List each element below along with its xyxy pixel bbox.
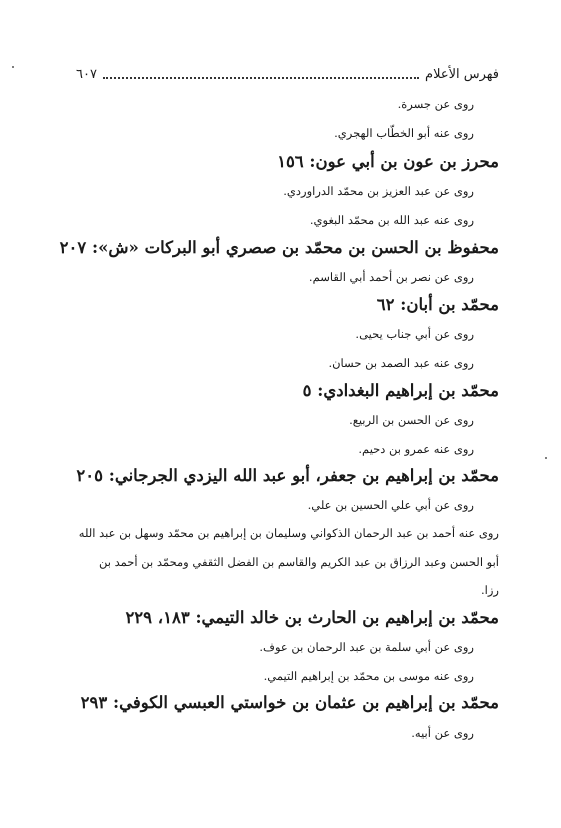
name-entry: محرز بن عون بن أبي عون: ١٥٦: [277, 152, 499, 171]
narration-line: روى عن الحسن بن الربيع.: [349, 413, 474, 427]
running-title: فهرس الأعلام: [425, 66, 499, 82]
name-entry: محمّد بن إبراهيم بن جعفر، أبو عبد الله اليزدي الجرجاني: ٢٠٥: [76, 466, 499, 485]
scan-speck: [545, 457, 547, 459]
narration-line: روى عن عبد العزيز بن محمّد الدراوردي.: [283, 184, 474, 198]
narration-line: روى عن أبي جناب يحيى.: [355, 327, 474, 341]
narration-line: أبو الحسن وعبد الرزاق بن عبد الكريم والقاسم بن الفضل الثقفي ومحمّد بن أحمد بن: [99, 555, 499, 569]
narration-line: روى عنه عبد الله بن محمّد البغوي.: [309, 213, 474, 227]
name-entry: محمّد بن إبراهيم بن عثمان بن خواستي العبسي الكوفي: ٢٩٣: [80, 693, 499, 712]
narration-line: روى عنه موسى بن محمّد بن إبراهيم التيمي.: [263, 669, 474, 683]
narration-line: روى عن جسرة.: [397, 97, 474, 111]
narration-line: روى عنه عمرو بن دحيم.: [358, 442, 474, 456]
name-entry: محمّد بن إبراهيم البغدادي: ٥: [302, 381, 499, 400]
page-number: ٦٠٧: [76, 66, 97, 82]
leader-dots: [103, 77, 419, 79]
narration-line: روى عنه أبو الخطّاب الهجري.: [334, 126, 474, 140]
narration-line: رزا.: [481, 583, 499, 597]
narration-line: روى عن أبي سلمة بن عبد الرحمان بن عوف.: [259, 640, 474, 654]
scan-speck: [12, 66, 14, 68]
name-entry: محفوظ بن الحسن بن محمّد بن صصري أبو البركات «ش»: ٢٠٧: [59, 238, 499, 257]
page-header: [76, 64, 499, 84]
name-entry: محمّد بن إبراهيم بن الحارث بن خالد التيمي: ١٨٣، ٢٢٩: [125, 608, 499, 627]
narration-line: روى عنه عبد الصمد بن حسان.: [328, 356, 474, 370]
narration-line: روى عنه أحمد بن عبد الرحمان الذكواني وسليمان بن إبراهيم بن محمّد وسهل بن عبد الله: [78, 526, 499, 540]
name-entry: محمّد بن أبان: ٦٢: [376, 295, 499, 314]
narration-line: روى عن نصر بن أحمد أبي القاسم.: [308, 270, 474, 284]
narration-line: روى عن أبيه.: [411, 726, 474, 740]
narration-line: روى عن أبي علي الحسين بن علي.: [307, 498, 474, 512]
